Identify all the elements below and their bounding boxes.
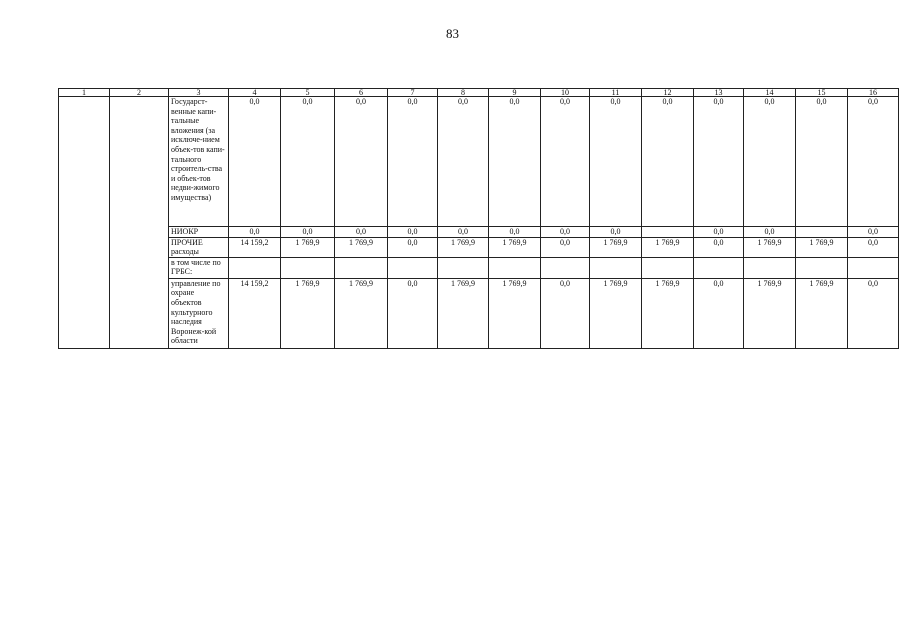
column-number: 2: [110, 89, 169, 97]
table-row: [59, 227, 899, 238]
column-number: 8: [438, 89, 489, 97]
value-cell: [335, 257, 388, 278]
value-cell: 0,0: [848, 237, 899, 257]
value-cell: 0,0: [281, 97, 335, 227]
column-number: 10: [541, 89, 590, 97]
value-cell: [590, 257, 642, 278]
value-cell: 0,0: [642, 97, 694, 227]
value-cell: 0,0: [229, 97, 281, 227]
value-cell: 1 769,9: [335, 278, 388, 348]
value-cell: 0,0: [590, 227, 642, 238]
merged-cell-col2: [110, 97, 169, 349]
value-cell: 0,0: [796, 97, 848, 227]
column-number: 4: [229, 89, 281, 97]
value-cell: 0,0: [335, 97, 388, 227]
value-cell: 0,0: [438, 227, 489, 238]
value-cell: 0,0: [694, 97, 744, 227]
value-cell: [438, 257, 489, 278]
budget-table: [58, 88, 899, 349]
value-cell: 1 769,9: [590, 278, 642, 348]
value-cell: 1 769,9: [438, 278, 489, 348]
value-cell: 0,0: [694, 278, 744, 348]
column-number: 9: [489, 89, 541, 97]
column-number: 1: [59, 89, 110, 97]
value-cell: 14 159,2: [229, 278, 281, 348]
value-cell: 0,0: [489, 227, 541, 238]
value-cell: [489, 257, 541, 278]
value-cell: 1 769,9: [796, 237, 848, 257]
value-cell: [848, 257, 899, 278]
value-cell: 1 769,9: [281, 237, 335, 257]
value-cell: 0,0: [541, 227, 590, 238]
value-cell: [541, 257, 590, 278]
column-number: 12: [642, 89, 694, 97]
value-cell: 0,0: [388, 97, 438, 227]
value-cell: [642, 257, 694, 278]
value-cell: [796, 227, 848, 238]
column-number: 6: [335, 89, 388, 97]
column-number: 14: [744, 89, 796, 97]
value-cell: 0,0: [388, 237, 438, 257]
value-cell: [642, 227, 694, 238]
value-cell: [694, 257, 744, 278]
value-cell: 0,0: [848, 278, 899, 348]
value-cell: 0,0: [744, 227, 796, 238]
value-cell: 14 159,2: [229, 237, 281, 257]
value-cell: 1 769,9: [744, 278, 796, 348]
value-cell: [229, 257, 281, 278]
row-label: НИОКР: [169, 227, 229, 238]
value-cell: 0,0: [694, 227, 744, 238]
value-cell: 0,0: [388, 278, 438, 348]
value-cell: 0,0: [335, 227, 388, 238]
value-cell: 0,0: [541, 278, 590, 348]
value-cell: [388, 257, 438, 278]
row-label: Государст-венные капи-тальные вложения (за исключе-нием объек-тов капи-тального строитель-ства и объек-тов недви-жимого имущества): [169, 97, 229, 227]
page-number: 83: [446, 26, 459, 41]
value-cell: 1 769,9: [744, 237, 796, 257]
value-cell: 1 769,9: [438, 237, 489, 257]
table-row: [59, 97, 899, 227]
column-number: 3: [169, 89, 229, 97]
value-cell: 0,0: [744, 97, 796, 227]
value-cell: 0,0: [541, 237, 590, 257]
column-number: 16: [848, 89, 899, 97]
table-row: [59, 257, 899, 278]
value-cell: 1 769,9: [590, 237, 642, 257]
value-cell: 0,0: [388, 227, 438, 238]
column-number: 7: [388, 89, 438, 97]
value-cell: 1 769,9: [796, 278, 848, 348]
value-cell: 0,0: [848, 227, 899, 238]
value-cell: 0,0: [489, 97, 541, 227]
row-label: управление по охране объектов культурного наследия Воронеж-кой области: [169, 278, 229, 348]
value-cell: 1 769,9: [489, 237, 541, 257]
value-cell: 1 769,9: [281, 278, 335, 348]
value-cell: 0,0: [848, 97, 899, 227]
value-cell: [744, 257, 796, 278]
row-label: в том числе по ГРБС:: [169, 257, 229, 278]
table-row: [59, 237, 899, 257]
value-cell: 1 769,9: [335, 237, 388, 257]
column-number-row: [59, 89, 899, 97]
merged-cell-col1: [59, 97, 110, 349]
value-cell: 1 769,9: [642, 278, 694, 348]
row-label: ПРОЧИЕ расходы: [169, 237, 229, 257]
column-number: 13: [694, 89, 744, 97]
column-number: 5: [281, 89, 335, 97]
value-cell: 0,0: [229, 227, 281, 238]
column-number: 11: [590, 89, 642, 97]
value-cell: 0,0: [590, 97, 642, 227]
value-cell: 1 769,9: [642, 237, 694, 257]
value-cell: [796, 257, 848, 278]
value-cell: 1 769,9: [489, 278, 541, 348]
value-cell: 0,0: [438, 97, 489, 227]
column-number: 15: [796, 89, 848, 97]
value-cell: [281, 257, 335, 278]
value-cell: 0,0: [541, 97, 590, 227]
value-cell: 0,0: [694, 237, 744, 257]
value-cell: 0,0: [281, 227, 335, 238]
table-row: [59, 278, 899, 348]
